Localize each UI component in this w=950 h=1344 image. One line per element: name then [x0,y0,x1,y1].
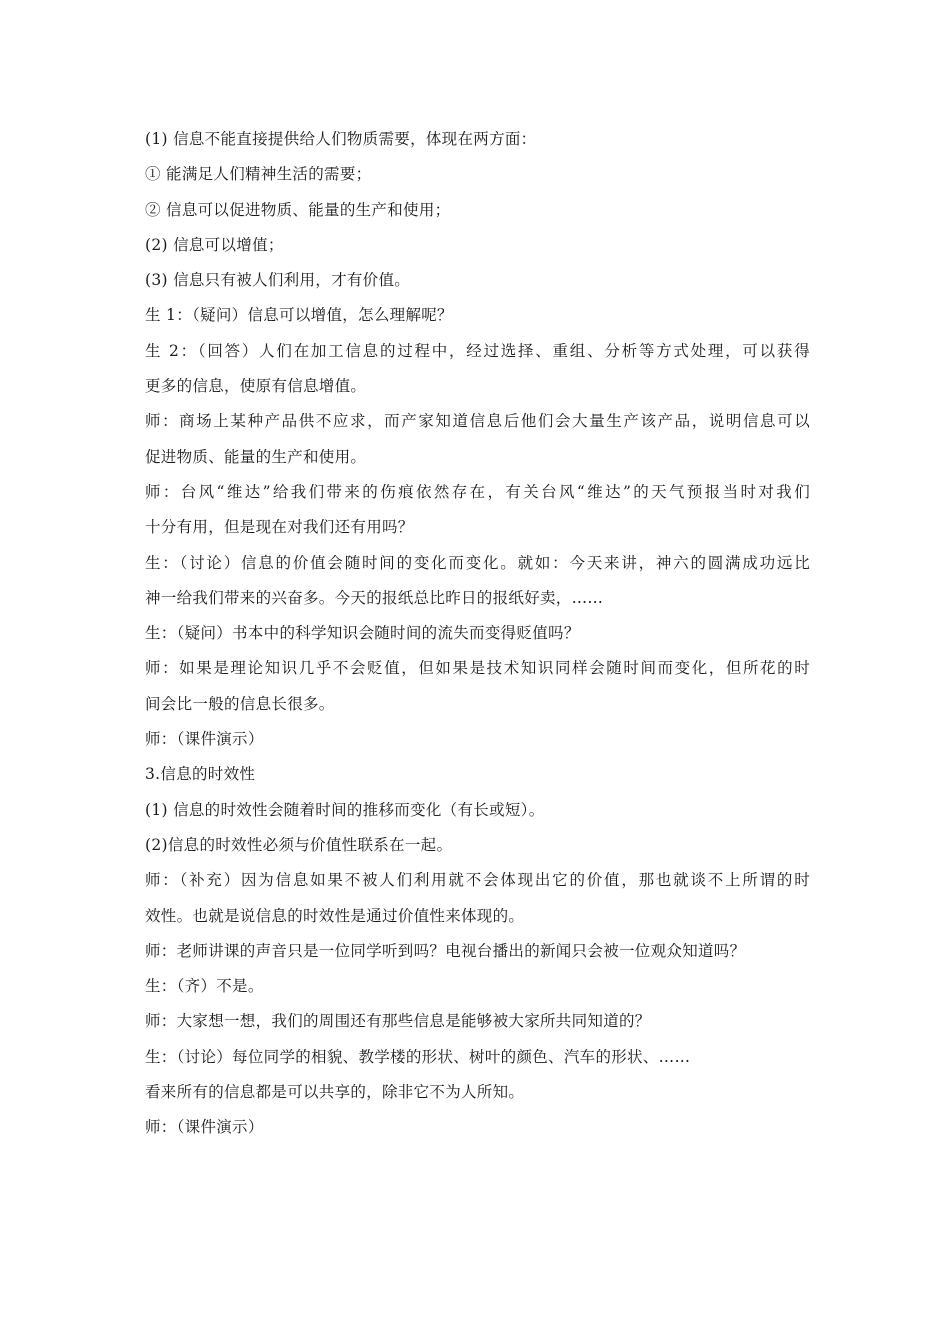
paragraph-line: 神一给我们带来的兴奋多。今天的报纸总比昨日的报纸好卖，…… [145,588,604,607]
document-body [145,122,810,1146]
paragraph-line: 师：台风“维达”给我们带来的伤痕依然存在，有关台风“维达”的天气预报当时对我们 [145,482,810,501]
paragraph-line: (2) 信息可以增值； [145,235,284,254]
paragraph-line: 促进物质、能量的生产和使用。 [145,447,367,466]
paragraph-line: 间会比一般的信息长很多。 [145,694,335,713]
paragraph-line: ① 能满足人们精神生活的需要； [145,165,372,184]
paragraph-line: (1) 信息的时效性会随着时间的推移而变化（有长或短）。 [145,800,545,819]
paragraph-line: ② 信息可以促进物质、能量的生产和使用； [145,200,451,219]
paragraph-line: 效性。也就是说信息的时效性是通过价值性来体现的。 [145,906,525,925]
paragraph-line: 师：大家想一想，我们的周围还有那些信息是能够被大家所共同知道的？ [145,1012,651,1031]
paragraph-line: 生 2：（回答）人们在加工信息的过程中，经过选择、重组、分析等方式处理，可以获得 [145,341,810,360]
paragraph-line: 生：（疑问）书本中的科学知识会随时间的流失而变得贬值吗？ [145,624,580,643]
paragraph-line: 师：（补充）因为信息如果不被人们利用就不会体现出它的价值，那也就谈不上所谓的时 [145,871,810,890]
paragraph-line: 师：（课件演示） [145,1118,264,1137]
paragraph-line: 师：（课件演示） [145,730,264,749]
paragraph-line: (3) 信息只有被人们利用，才有价值。 [145,271,411,290]
paragraph-line: 生：（讨论）信息的价值会随时间的变化而变化。就如：今天来讲，神六的圆满成功远比 [145,553,810,572]
paragraph-line: 师：如果是理论知识几乎不会贬值，但如果是技术知识同样会随时间而变化，但所花的时 [145,659,810,678]
paragraph-line: 十分有用，但是现在对我们还有用吗？ [145,518,414,537]
paragraph-line: 生 1：（疑问）信息可以增值，怎么理解呢？ [145,306,453,325]
paragraph-line: 更多的信息，使原有信息增值。 [145,377,367,396]
section-heading: 3.信息的时效性 [145,765,256,784]
paragraph-line: 师：老师讲课的声音只是一位同学听到吗？电视台播出的新闻只会被一位观众知道吗？ [145,941,746,960]
paragraph-line: (1) 信息不能直接提供给人们物质需要，体现在两方面： [145,130,537,148]
paragraph-line: 生：（讨论）每位同学的相貌、教学楼的形状、树叶的颜色、汽车的形状、…… [145,1047,691,1066]
paragraph-line: (2)信息的时效性必须与价值性联系在一起。 [145,835,453,854]
paragraph-line: 看来所有的信息都是可以共享的，除非它不为人所知。 [145,1083,525,1102]
paragraph-line: 师：商场上某种产品供不应求，而产家知道信息后他们会大量生产该产品，说明信息可以 [145,412,810,431]
paragraph-line: 生：（齐）不是。 [145,977,264,996]
